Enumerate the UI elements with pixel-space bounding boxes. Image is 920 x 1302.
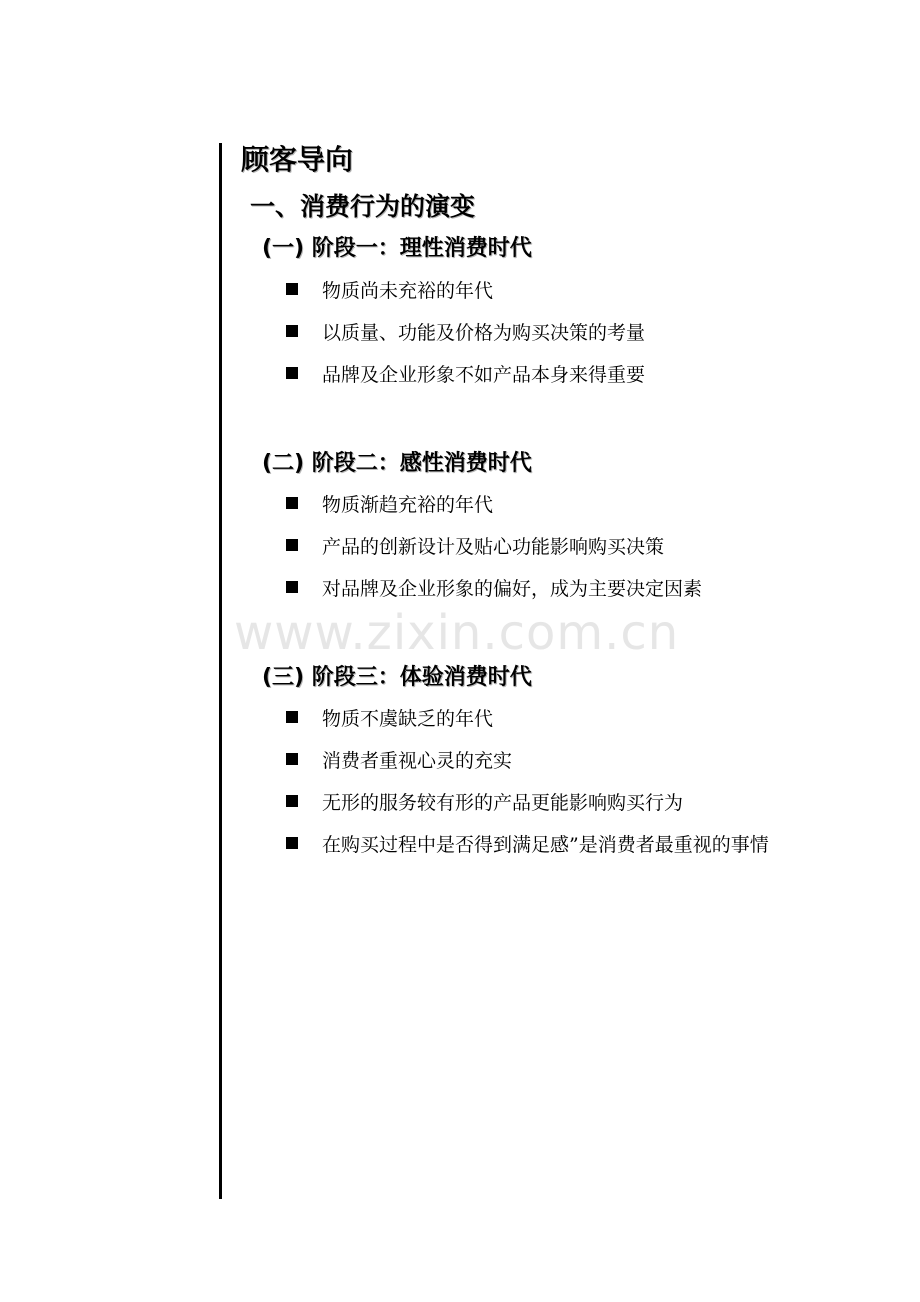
list-item — [286, 352, 645, 394]
square-bullet-icon — [286, 753, 298, 765]
list-item-text: 品牌及企业形象不如产品本身来得重要 — [322, 363, 646, 386]
list-item-text: 消费者重视心灵的充实 — [322, 749, 513, 772]
list-item — [286, 310, 645, 352]
list-item-text: 产品的创新设计及贴心功能影响购买决策 — [322, 535, 665, 558]
list-item-text: 以质量、功能及价格为购买决策的考量 — [322, 321, 646, 344]
stage-heading-2: (二) 阶段二：感性消费时代 — [262, 451, 532, 476]
square-bullet-icon — [286, 325, 298, 337]
stage-1-list — [286, 268, 645, 394]
list-item — [286, 822, 769, 864]
list-item — [286, 268, 645, 310]
stage-3-list — [286, 696, 769, 864]
list-item — [286, 696, 769, 738]
square-bullet-icon — [286, 283, 298, 295]
list-item — [286, 482, 702, 524]
square-bullet-icon — [286, 795, 298, 807]
section-heading: 一、消费行为的演变 — [250, 192, 476, 221]
stage-heading-1: (一) 阶段一：理性消费时代 — [262, 236, 532, 261]
square-bullet-icon — [286, 497, 298, 509]
list-item-text: 对品牌及企业形象的偏好，成为主要决定因素 — [322, 577, 703, 600]
square-bullet-icon — [286, 837, 298, 849]
list-item — [286, 780, 769, 822]
square-bullet-icon — [286, 581, 298, 593]
list-item-text: 物质不虞缺乏的年代 — [322, 707, 494, 730]
square-bullet-icon — [286, 539, 298, 551]
list-item — [286, 524, 702, 566]
left-margin-rule — [219, 143, 222, 1199]
list-item-text: 在购买过程中是否得到满足感”是消费者最重视的事情 — [322, 833, 769, 856]
stage-2-list — [286, 482, 702, 608]
watermark-text: www.zixin.com.cn — [234, 605, 680, 661]
list-item — [286, 738, 769, 780]
square-bullet-icon — [286, 711, 298, 723]
list-item-text: 物质渐趋充裕的年代 — [322, 493, 494, 516]
list-item-text: 无形的服务较有形的产品更能影响购买行为 — [322, 791, 684, 814]
list-item-text: 物质尚未充裕的年代 — [322, 279, 494, 302]
document-title: 顾客导向 — [241, 143, 354, 176]
stage-heading-3: (三) 阶段三：体验消费时代 — [262, 665, 532, 690]
square-bullet-icon — [286, 367, 298, 379]
list-item — [286, 566, 702, 608]
